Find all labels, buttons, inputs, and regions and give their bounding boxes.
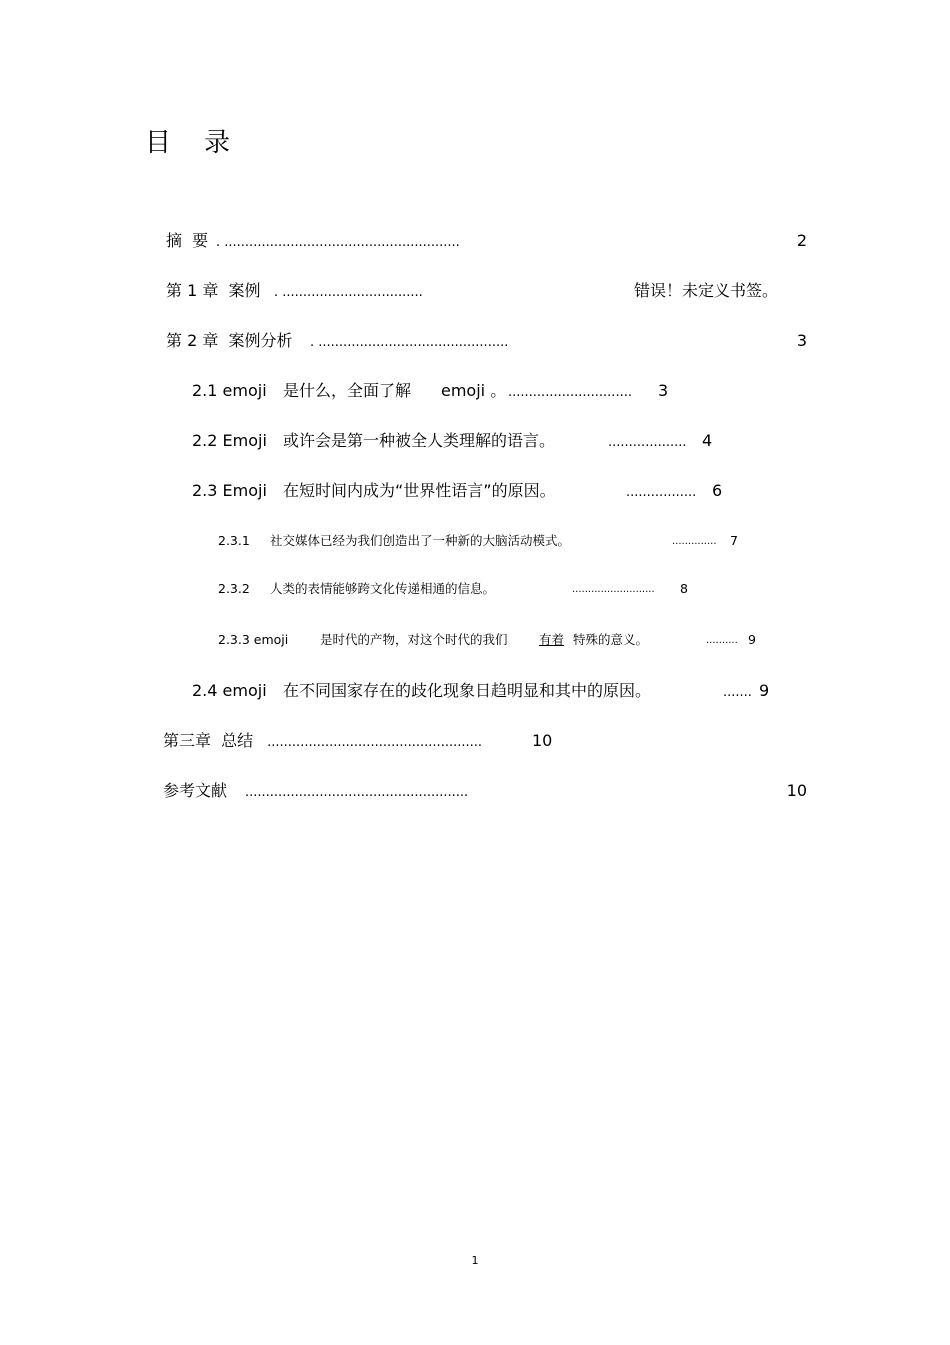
toc-entry-section-2-3-1[interactable] bbox=[218, 535, 748, 551]
toc-leader: .......... bbox=[706, 635, 738, 646]
toc-label: 是时代的产物，对这个时代的我们 bbox=[320, 632, 508, 647]
toc-leader: . .................................. bbox=[274, 285, 423, 300]
toc-leader: . .............................................. bbox=[310, 335, 509, 350]
toc-label: 第 1 章 案例 bbox=[166, 281, 266, 300]
toc-label: 摘 要 bbox=[166, 231, 209, 250]
toc-section-number: 2.1 emoji bbox=[192, 381, 267, 400]
toc-section-number: 2.2 Emoji bbox=[192, 431, 267, 450]
toc-label: 或许会是第一种被全人类理解的语言。 bbox=[283, 431, 556, 450]
toc-leader: .............................. bbox=[508, 385, 632, 400]
toc-entry-chapter-3[interactable] bbox=[163, 733, 663, 753]
toc-label: 社交媒体已经为我们创造出了一种新的大脑活动模式。 bbox=[270, 533, 571, 548]
toc-label: 在不同国家存在的歧化现象日趋明显和其中的原因。 bbox=[283, 681, 652, 700]
toc-page-number: 9 bbox=[748, 632, 756, 647]
toc-label: 参考文献 bbox=[163, 781, 228, 800]
toc-page-number: 4 bbox=[702, 431, 713, 450]
toc-entry-section-2-1[interactable] bbox=[192, 383, 752, 403]
toc-label: 在短时间内成为“世界性语言”的原因。 bbox=[283, 481, 556, 500]
toc-label: 人类的表情能够跨文化传递相通的信息。 bbox=[270, 581, 496, 596]
toc-entry-chapter-2[interactable] bbox=[166, 333, 811, 353]
toc-leader: ....... bbox=[723, 685, 752, 700]
toc-entry-references[interactable] bbox=[163, 783, 811, 803]
toc-leader: ...................................................... bbox=[245, 785, 469, 800]
toc-page-number: 3 bbox=[796, 331, 807, 350]
toc-section-number: 2.3.1 bbox=[218, 533, 250, 548]
toc-page-number: 10 bbox=[532, 731, 553, 750]
toc-entry-section-2-3-3[interactable] bbox=[218, 634, 758, 650]
toc-section-number: 2.3.2 bbox=[218, 581, 250, 596]
toc-label-underlined: 有着 bbox=[539, 632, 565, 647]
toc-leader: .................................................... bbox=[263, 735, 483, 750]
toc-entry-section-2-2[interactable] bbox=[192, 433, 752, 453]
toc-entry-section-2-3[interactable] bbox=[192, 483, 752, 503]
toc-leader: .............. bbox=[672, 536, 717, 547]
toc-page-number: 8 bbox=[680, 581, 688, 596]
toc-label: 第 2 章 案例分析 bbox=[166, 331, 298, 350]
toc-entry-chapter-1[interactable] bbox=[166, 283, 811, 303]
toc-leader: . ......................................................... bbox=[216, 235, 460, 250]
toc-leader: ................... bbox=[608, 435, 687, 450]
toc-entry-section-2-3-2[interactable] bbox=[218, 583, 748, 599]
toc-section-number: 2.4 emoji bbox=[192, 681, 267, 700]
toc-page-number: 10 bbox=[786, 781, 807, 800]
page-number-footer: 1 bbox=[471, 1254, 479, 1267]
toc-page-number: 2 bbox=[796, 231, 807, 250]
toc-label: 是什么，全面了解 bbox=[283, 381, 412, 400]
toc-label-end: 特殊的意义。 bbox=[573, 632, 649, 647]
toc-page-number: 7 bbox=[730, 533, 738, 548]
toc-page-number: 错误！未定义书签。 bbox=[634, 281, 779, 300]
toc-section-number: 2.3.3 emoji bbox=[218, 632, 289, 647]
toc-entry-section-2-4[interactable] bbox=[192, 683, 782, 703]
toc-page-number: 3 bbox=[658, 381, 669, 400]
page-title: 目 录 bbox=[145, 128, 231, 158]
toc-label: 第三章 总结 bbox=[163, 731, 254, 750]
toc-leader: .......................... bbox=[572, 584, 655, 595]
toc-label-extra: emoji 。 bbox=[441, 381, 507, 400]
toc-section-number: 2.3 Emoji bbox=[192, 481, 267, 500]
toc-entry-abstract[interactable] bbox=[166, 233, 811, 253]
toc-leader: ................. bbox=[626, 485, 697, 500]
toc-page-number: 6 bbox=[712, 481, 723, 500]
toc-page-number: 9 bbox=[759, 681, 770, 700]
